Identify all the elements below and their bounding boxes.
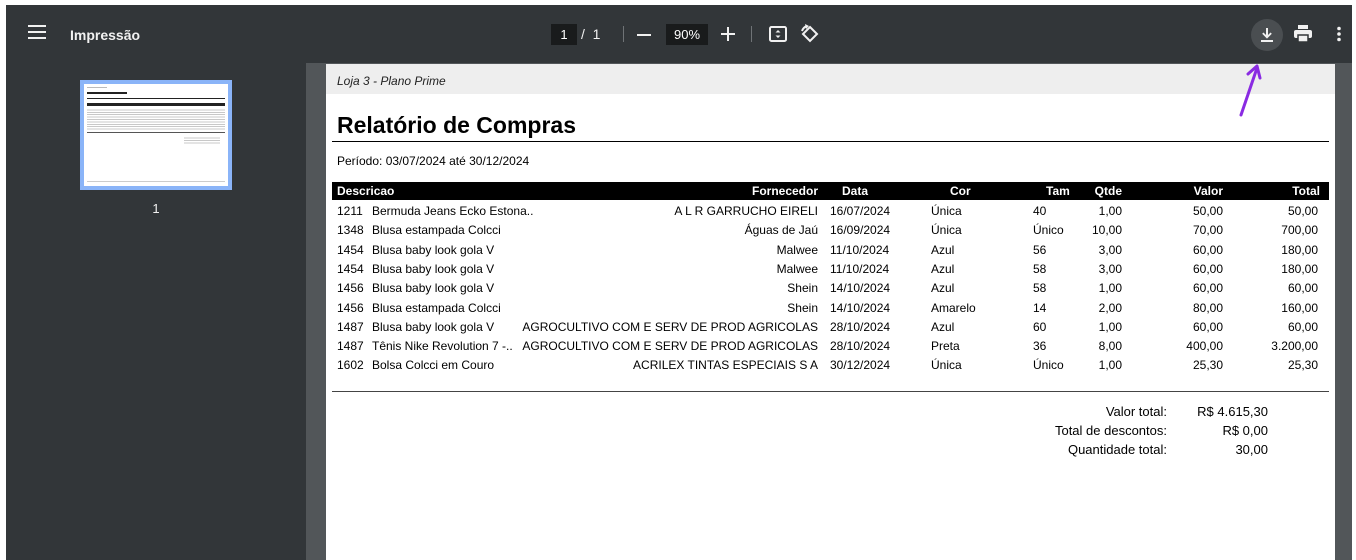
table-cell-color: Preta: [931, 339, 960, 354]
table-cell-color: Amarelo: [931, 300, 976, 315]
table-cell-supplier: Malwee: [776, 242, 818, 257]
table-cell-size: 36: [1033, 339, 1047, 354]
table-cell-desc: Blusa baby look gola V: [372, 261, 495, 276]
table-cell-size: 58: [1033, 281, 1047, 296]
table-cell-supplier: Shein: [787, 281, 818, 296]
table-cell-size: 56: [1033, 242, 1047, 257]
table-cell-color: Azul: [931, 319, 955, 334]
table-cell-supplier: ACRILEX TINTAS ESPECIAIS S A: [633, 358, 818, 373]
table-cell-desc: Blusa baby look gola V: [372, 319, 495, 334]
table-row: [332, 221, 1329, 240]
table-cell-date: 14/10/2024: [830, 300, 891, 315]
table-cell-qty: 3,00: [1098, 242, 1122, 257]
table-cell-code: 1348: [337, 223, 364, 238]
rotate-icon[interactable]: [800, 24, 820, 44]
table-cell-total: 25,30: [1287, 358, 1318, 373]
table-cell-color: Azul: [931, 281, 955, 296]
store-name: Loja 3 - Plano Prime: [337, 74, 446, 88]
table-cell-value: 50,00: [1192, 204, 1223, 218]
table-cell-code: 1602: [337, 358, 364, 373]
table-cell-desc: Blusa baby look gola V: [372, 242, 495, 257]
download-icon: [1259, 27, 1275, 43]
table-row: [332, 356, 1329, 375]
table-row: [332, 202, 1329, 221]
table-cell-value: 80,00: [1192, 300, 1223, 315]
table-cell-date: 11/10/2024: [830, 242, 890, 257]
page-header: [326, 64, 1335, 94]
table-header: [332, 182, 1329, 200]
table-cell-qty: 1,00: [1098, 358, 1122, 373]
table-row: [332, 318, 1329, 337]
table-cell-desc: Bolsa Colcci em Couro: [372, 358, 495, 373]
page-count: [581, 26, 600, 42]
table-cell-date: 14/10/2024: [830, 281, 891, 296]
column-header: Total: [1292, 184, 1320, 198]
table-cell-color: Azul: [931, 242, 955, 257]
table-cell-desc: Blusa baby look gola V: [372, 281, 495, 296]
table-cell-date: 16/07/2024: [830, 204, 891, 218]
zoom-input[interactable]: 90%: [666, 24, 708, 45]
total-value: 30,00: [1235, 442, 1268, 457]
table-row: [332, 279, 1329, 298]
table-cell-value: 60,00: [1192, 319, 1223, 334]
table-cell-supplier: Águas de Jaú: [744, 223, 818, 238]
column-header: Tam: [1046, 184, 1070, 198]
table-cell-date: 11/10/2024: [830, 261, 890, 276]
menu-icon[interactable]: [28, 25, 46, 39]
toolbar-divider: [623, 26, 624, 42]
table-cell-qty: 10,00: [1091, 223, 1122, 238]
table-cell-total: 180,00: [1281, 242, 1318, 257]
report-title: Relatório de Compras: [337, 112, 576, 138]
plus-icon[interactable]: [720, 26, 736, 42]
table-cell-supplier: AGROCULTIVO COM E SERV DE PROD AGRICOLAS: [522, 319, 818, 334]
download-button[interactable]: [1251, 19, 1283, 51]
toolbar-divider: [751, 26, 752, 42]
table-cell-qty: 1,00: [1098, 319, 1122, 334]
table-cell-supplier: Shein: [787, 300, 818, 315]
current-page-input[interactable]: 1: [551, 24, 577, 45]
thumbnail-sidebar: [6, 63, 306, 560]
table-cell-size: Único: [1033, 223, 1064, 238]
table-cell-code: 1211: [337, 204, 363, 218]
table-cell-color: Azul: [931, 261, 955, 276]
table-cell-size: 58: [1033, 261, 1047, 276]
table-cell-value: 25,30: [1192, 358, 1223, 373]
table-cell-date: 16/09/2024: [830, 223, 891, 238]
table-row: [332, 260, 1329, 279]
table-cell-supplier: AGROCULTIVO COM E SERV DE PROD AGRICOLAS: [522, 339, 818, 354]
table-cell-date: 28/10/2024: [830, 339, 891, 354]
table-cell-desc: Blusa estampada Colcci: [372, 223, 501, 238]
report-period: Período: 03/07/2024 até 30/12/2024: [337, 154, 530, 168]
pdf-viewer: [6, 5, 1352, 560]
table-cell-code: 1456: [337, 300, 364, 315]
table-cell-total: 60,00: [1287, 319, 1318, 334]
table-cell-code: 1454: [337, 242, 364, 257]
table-row: [332, 299, 1329, 318]
total-label: Quantidade total:: [1067, 442, 1167, 457]
table-cell-total: 160,00: [1281, 300, 1318, 315]
toolbar: [6, 5, 1352, 63]
table-row: [332, 337, 1329, 356]
table-cell-value: 60,00: [1192, 242, 1223, 257]
table-cell-qty: 1,00: [1098, 204, 1122, 218]
column-header: Valor: [1193, 184, 1223, 198]
fit-to-page-icon[interactable]: [768, 24, 788, 44]
total-label: Total de descontos:: [1054, 423, 1167, 438]
annotation-arrow: [1231, 60, 1271, 120]
minus-icon[interactable]: [636, 27, 652, 43]
title-rule: [332, 141, 1329, 142]
table-cell-total: 50,00: [1287, 204, 1318, 218]
total-pages: 1: [592, 26, 601, 42]
table-cell-color: Única: [931, 358, 962, 373]
column-header: Qtde: [1094, 184, 1122, 198]
table-cell-size: Único: [1033, 358, 1064, 373]
table-cell-size: 60: [1033, 319, 1047, 334]
totals-rule: [332, 391, 1329, 392]
table-cell-total: 700,00: [1281, 223, 1318, 238]
table-cell-qty: 1,00: [1098, 281, 1122, 296]
thumbnail-preview: [84, 84, 228, 186]
total-value: R$ 4.615,30: [1197, 404, 1268, 419]
table-cell-value: 400,00: [1186, 339, 1223, 354]
table-row: [332, 241, 1329, 260]
column-header: Descricao: [337, 184, 395, 198]
table-cell-value: 70,00: [1192, 223, 1223, 238]
table-cell-date: 28/10/2024: [830, 319, 891, 334]
table-cell-total: 60,00: [1287, 281, 1318, 296]
table-cell-color: Única: [931, 204, 962, 218]
table-cell-supplier: Malwee: [776, 261, 818, 276]
table-cell-desc: Tênis Nike Revolution 7 -..: [372, 339, 513, 354]
thumbnail-page-number: 1: [152, 201, 160, 216]
column-header: Data: [842, 184, 869, 198]
table-cell-total: 180,00: [1281, 261, 1318, 276]
table-cell-desc: Blusa estampada Colcci: [372, 300, 501, 315]
page-separator: /: [581, 26, 585, 42]
table-cell-code: 1487: [337, 319, 364, 334]
total-label: Valor total:: [1105, 404, 1167, 419]
total-value: R$ 0,00: [1222, 423, 1268, 438]
page-thumbnail[interactable]: [80, 80, 232, 190]
table-cell-supplier: A L R GARRUCHO EIRELI: [674, 204, 818, 218]
table-cell-qty: 2,00: [1098, 300, 1122, 315]
column-header: Fornecedor: [751, 184, 818, 198]
table-cell-value: 60,00: [1192, 281, 1223, 296]
more-vert-icon[interactable]: [1336, 26, 1342, 42]
pdf-page: [326, 64, 1335, 560]
table-cell-size: 14: [1033, 300, 1047, 315]
table-cell-color: Única: [931, 223, 962, 238]
table-cell-size: 40: [1033, 204, 1047, 218]
table-cell-code: 1456: [337, 281, 364, 296]
table-cell-code: 1454: [337, 261, 364, 276]
print-icon[interactable]: [1293, 25, 1313, 43]
table-cell-desc: Bermuda Jeans Ecko Estona..: [372, 204, 534, 218]
document-title: Impressão: [70, 27, 141, 43]
column-header: Cor: [950, 184, 971, 198]
table-cell-qty: 8,00: [1098, 339, 1122, 354]
table-cell-date: 30/12/2024: [830, 358, 891, 373]
table-cell-code: 1487: [337, 339, 364, 354]
table-cell-total: 3.200,00: [1271, 339, 1318, 354]
table-cell-qty: 3,00: [1098, 261, 1122, 276]
table-cell-value: 60,00: [1192, 261, 1223, 276]
